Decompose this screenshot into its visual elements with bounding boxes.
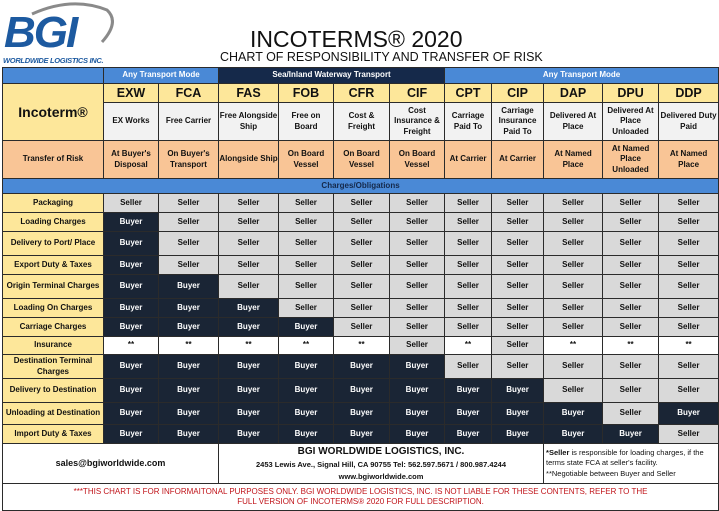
incoterm-name: Free Alongside Ship (219, 103, 279, 141)
responsibility-cell: Seller (390, 299, 445, 318)
risk-point: At Buyer's Disposal (104, 141, 159, 179)
responsibility-cell: Seller (445, 299, 492, 318)
responsibility-cell: Seller (659, 232, 719, 256)
responsibility-cell: ** (603, 337, 659, 355)
responsibility-cell: Seller (659, 355, 719, 379)
responsibility-cell: Buyer (279, 379, 334, 403)
responsibility-cell: Buyer (219, 425, 279, 444)
responsibility-cell: Seller (603, 213, 659, 232)
row-label: Insurance (3, 337, 104, 355)
responsibility-cell: Seller (544, 213, 603, 232)
row-label: Loading On Charges (3, 299, 104, 318)
incoterm-code: DPU (603, 84, 659, 103)
table-row (3, 275, 719, 299)
responsibility-cell: Seller (445, 194, 492, 213)
responsibility-cell: Seller (544, 256, 603, 275)
incoterm-code: CPT (445, 84, 492, 103)
responsibility-cell: Seller (603, 379, 659, 403)
note2: **Negotiable between Buyer and Seller (546, 469, 676, 479)
responsibility-cell: Seller (279, 299, 334, 318)
responsibility-cell: Buyer (603, 425, 659, 444)
company-address: 2453 Lewis Ave., Signal Hill, CA 90755 Tel: 562.597.5671 / 800.987.4244 (256, 460, 507, 470)
responsibility-cell: Seller (492, 213, 544, 232)
row-label: Export Duty & Taxes (3, 256, 104, 275)
risk-point: At Named Place Unloaded (603, 141, 659, 179)
responsibility-cell: Buyer (104, 256, 159, 275)
responsibility-cell: Buyer (219, 318, 279, 337)
responsibility-cell: Buyer (104, 355, 159, 379)
disclaimer: ***THIS CHART IS FOR INFORMAITONAL PURPOSES ONLY. BGI WORLDWIDE LOGISTICS, INC. IS NOT LIABLE FOR THESE CONTENTS, REFER TO THE FULL VERSION OF INCOTERMS® 2020 FOR FULL DESCRIPTION. (3, 484, 719, 511)
responsibility-cell: Seller (544, 355, 603, 379)
responsibility-cell: Buyer (492, 425, 544, 444)
table-row (3, 194, 719, 213)
footnotes (544, 444, 719, 484)
responsibility-cell: Buyer (104, 299, 159, 318)
responsibility-cell: ** (544, 337, 603, 355)
responsibility-cell: Buyer (445, 379, 492, 403)
risk-point: At Carrier (492, 141, 544, 179)
responsibility-cell: Buyer (219, 403, 279, 425)
responsibility-cell: Buyer (104, 275, 159, 299)
responsibility-cell: Seller (659, 213, 719, 232)
responsibility-cell: Seller (603, 299, 659, 318)
responsibility-cell: ** (159, 337, 219, 355)
logo-subtext: WORLDWIDE LOGISTICS INC. (3, 56, 104, 65)
responsibility-cell: Seller (334, 275, 390, 299)
charges-header: Charges/Obligations (3, 179, 719, 194)
responsibility-cell: Seller (334, 194, 390, 213)
responsibility-cell: Seller (445, 232, 492, 256)
responsibility-cell: Seller (603, 194, 659, 213)
incoterm-name: Cost Insurance & Freight (390, 103, 445, 141)
responsibility-cell: Seller (445, 275, 492, 299)
responsibility-cell: Seller (159, 256, 219, 275)
row-label: Unloading at Destination (3, 403, 104, 425)
incoterm-code: CIP (492, 84, 544, 103)
responsibility-cell: Buyer (219, 299, 279, 318)
incoterm-name: Carriage Paid To (445, 103, 492, 141)
responsibility-cell: Seller (492, 355, 544, 379)
page-subtitle: CHART OF RESPONSIBILITY AND TRANSFER OF RISK (220, 50, 543, 64)
risk-point: On Buyer's Transport (159, 141, 219, 179)
responsibility-cell: Buyer (219, 379, 279, 403)
table-row (3, 232, 719, 256)
responsibility-cell: Buyer (104, 318, 159, 337)
table-row (3, 403, 719, 425)
responsibility-cell: ** (104, 337, 159, 355)
responsibility-cell: Seller (219, 213, 279, 232)
row-label: Loading Charges (3, 213, 104, 232)
incoterm-name: Free Carrier (159, 103, 219, 141)
responsibility-cell: Seller (603, 318, 659, 337)
responsibility-cell: ** (334, 337, 390, 355)
responsibility-cell: Seller (492, 194, 544, 213)
table-row (3, 355, 719, 379)
logo-text: BGI (4, 8, 77, 57)
responsibility-cell: Seller (659, 275, 719, 299)
responsibility-cell: Seller (279, 194, 334, 213)
responsibility-cell: Buyer (390, 355, 445, 379)
responsibility-cell: Seller (659, 256, 719, 275)
responsibility-cell: Buyer (334, 379, 390, 403)
responsibility-cell: Buyer (492, 403, 544, 425)
responsibility-cell: Buyer (334, 403, 390, 425)
page-title: INCOTERMS® 2020 (250, 26, 463, 52)
responsibility-cell: Buyer (544, 403, 603, 425)
responsibility-cell: Seller (279, 256, 334, 275)
row-label: Delivery to Destination (3, 379, 104, 403)
responsibility-cell: Seller (659, 379, 719, 403)
responsibility-cell: Seller (334, 256, 390, 275)
responsibility-cell: Seller (603, 232, 659, 256)
responsibility-cell: Buyer (159, 379, 219, 403)
incoterm-code: EXW (104, 84, 159, 103)
incoterm-name: Cost & Freight (334, 103, 390, 141)
responsibility-cell: ** (659, 337, 719, 355)
responsibility-cell: Buyer (659, 403, 719, 425)
risk-point: At Named Place (544, 141, 603, 179)
note1: is responsible for loading charges, if the terms state FCA at seller's facility. (546, 447, 704, 467)
responsibility-cell: Buyer (104, 403, 159, 425)
risk-point: At Named Place (659, 141, 719, 179)
table-row (3, 337, 719, 355)
group-any-transport-2: Any Transport Mode (445, 68, 719, 84)
risk-point: On Board Vessel (279, 141, 334, 179)
responsibility-cell: Seller (104, 194, 159, 213)
risk-point: Alongside Ship (219, 141, 279, 179)
incoterm-name: Carriage Insurance Paid To (492, 103, 544, 141)
responsibility-cell: Seller (390, 275, 445, 299)
responsibility-cell: Buyer (390, 425, 445, 444)
responsibility-cell: Buyer (445, 403, 492, 425)
responsibility-cell: Buyer (445, 425, 492, 444)
incoterm-name: Delivered Duty Paid (659, 103, 719, 141)
responsibility-cell: Seller (445, 256, 492, 275)
responsibility-cell: Buyer (390, 403, 445, 425)
responsibility-cell: Seller (659, 299, 719, 318)
responsibility-cell: Seller (390, 213, 445, 232)
incoterm-name: Free on Board (279, 103, 334, 141)
risk-point: On Board Vessel (334, 141, 390, 179)
responsibility-cell: Buyer (104, 232, 159, 256)
responsibility-cell: Buyer (279, 425, 334, 444)
responsibility-cell: Seller (390, 256, 445, 275)
responsibility-cell: Seller (445, 318, 492, 337)
responsibility-cell: Seller (279, 232, 334, 256)
table-row (3, 379, 719, 403)
responsibility-cell: Seller (390, 318, 445, 337)
responsibility-cell: Seller (445, 213, 492, 232)
responsibility-cell: Buyer (544, 425, 603, 444)
responsibility-cell: Seller (159, 232, 219, 256)
incoterms-table (2, 67, 719, 511)
responsibility-cell: Seller (492, 299, 544, 318)
responsibility-cell: Buyer (492, 379, 544, 403)
responsibility-cell: Seller (492, 275, 544, 299)
group-any-transport-1: Any Transport Mode (104, 68, 219, 84)
risk-point: On Board Vessel (390, 141, 445, 179)
responsibility-cell: Seller (492, 337, 544, 355)
responsibility-cell: Seller (445, 355, 492, 379)
incoterm-name: EX Works (104, 103, 159, 141)
table-row (3, 425, 719, 444)
email-link[interactable]: sales@bgiworldwide.com (3, 444, 219, 484)
note1-bold: *Seller (546, 447, 570, 457)
corner-cell (3, 68, 104, 84)
responsibility-cell: Buyer (279, 403, 334, 425)
responsibility-cell: Buyer (159, 425, 219, 444)
risk-point: At Carrier (445, 141, 492, 179)
responsibility-cell: Buyer (159, 403, 219, 425)
responsibility-cell: Buyer (334, 355, 390, 379)
row-label: Packaging (3, 194, 104, 213)
responsibility-cell: Buyer (159, 299, 219, 318)
website-link[interactable]: www.bgiworldwide.com (338, 472, 424, 481)
table-row (3, 318, 719, 337)
row-label: Origin Terminal Charges (3, 275, 104, 299)
responsibility-cell: Seller (279, 213, 334, 232)
incoterm-code: DDP (659, 84, 719, 103)
incoterm-code: FAS (219, 84, 279, 103)
responsibility-cell: Seller (334, 318, 390, 337)
incoterm-code: DAP (544, 84, 603, 103)
responsibility-cell: ** (445, 337, 492, 355)
responsibility-cell: Seller (544, 275, 603, 299)
responsibility-cell: Buyer (104, 425, 159, 444)
incoterm-name: Delivered At Place (544, 103, 603, 141)
responsibility-cell: Seller (603, 355, 659, 379)
incoterm-code: FOB (279, 84, 334, 103)
responsibility-cell: Seller (544, 299, 603, 318)
row-label: Import Duty & Taxes (3, 425, 104, 444)
responsibility-cell: Buyer (159, 355, 219, 379)
responsibility-cell: Seller (390, 194, 445, 213)
table-row (3, 256, 719, 275)
responsibility-cell: Seller (334, 299, 390, 318)
responsibility-cell: Seller (544, 194, 603, 213)
responsibility-cell: Seller (544, 318, 603, 337)
responsibility-cell: Seller (659, 318, 719, 337)
responsibility-cell: Seller (603, 256, 659, 275)
responsibility-cell: Seller (659, 425, 719, 444)
responsibility-cell: Seller (279, 275, 334, 299)
responsibility-cell: Seller (603, 275, 659, 299)
responsibility-cell: Seller (544, 379, 603, 403)
incoterm-code: FCA (159, 84, 219, 103)
responsibility-cell: Seller (219, 275, 279, 299)
responsibility-cell: Seller (544, 232, 603, 256)
responsibility-cell: Seller (492, 232, 544, 256)
responsibility-cell: Buyer (279, 318, 334, 337)
table-row (3, 299, 719, 318)
responsibility-cell: Buyer (104, 213, 159, 232)
responsibility-cell: Seller (492, 318, 544, 337)
responsibility-cell: Seller (492, 256, 544, 275)
incoterm-code: CIF (390, 84, 445, 103)
responsibility-cell: ** (219, 337, 279, 355)
incoterm-name: Delivered At Place Unloaded (603, 103, 659, 141)
responsibility-cell: Seller (219, 256, 279, 275)
responsibility-cell: Buyer (279, 355, 334, 379)
responsibility-cell: Seller (603, 403, 659, 425)
responsibility-cell: Buyer (104, 379, 159, 403)
incoterm-label: Incoterm® (3, 84, 104, 141)
incoterm-code: CFR (334, 84, 390, 103)
row-label: Delivery to Port/ Place (3, 232, 104, 256)
responsibility-cell: Seller (159, 213, 219, 232)
responsibility-cell: Seller (334, 213, 390, 232)
responsibility-cell: Buyer (219, 355, 279, 379)
responsibility-cell: Seller (390, 232, 445, 256)
table-row (3, 213, 719, 232)
group-sea-inland: Sea/Inland Waterway Transport (219, 68, 445, 84)
risk-label: Transfer of Risk (3, 141, 104, 179)
row-label: Carriage Charges (3, 318, 104, 337)
row-label: Destination Terminal Charges (3, 355, 104, 379)
responsibility-cell: Buyer (334, 425, 390, 444)
responsibility-cell: Buyer (159, 275, 219, 299)
company-name: BGI WORLDWIDE LOGISTICS, INC. (297, 446, 465, 458)
responsibility-cell: Seller (219, 194, 279, 213)
responsibility-cell: Buyer (390, 379, 445, 403)
responsibility-cell: Seller (334, 232, 390, 256)
responsibility-cell: Seller (219, 232, 279, 256)
responsibility-cell: Seller (390, 337, 445, 355)
bgi-logo (2, 2, 114, 64)
responsibility-cell: Buyer (159, 318, 219, 337)
responsibility-cell: Seller (659, 194, 719, 213)
responsibility-cell: ** (279, 337, 334, 355)
company-info (219, 444, 544, 484)
responsibility-cell: Seller (159, 194, 219, 213)
